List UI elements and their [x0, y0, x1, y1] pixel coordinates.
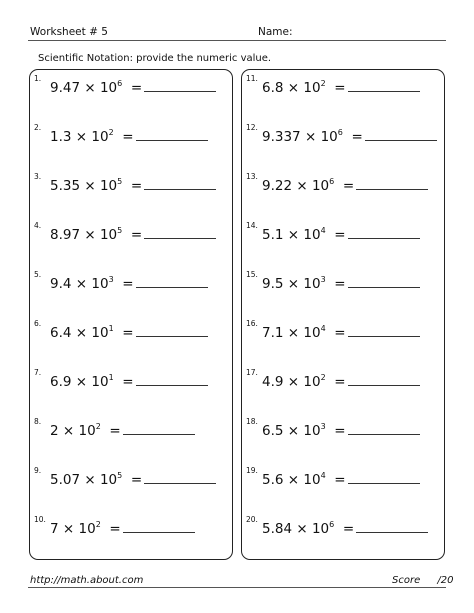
- base: 10: [91, 374, 109, 390]
- problem-expression: [50, 372, 208, 390]
- answer-blank[interactable]: [365, 127, 437, 141]
- answer-blank[interactable]: [348, 421, 420, 435]
- times-symbol: ×: [84, 178, 96, 194]
- base: 10: [78, 423, 96, 439]
- exponent: 6: [329, 520, 335, 529]
- problem-expression: [262, 470, 420, 488]
- problem-expression: [50, 421, 195, 439]
- problem-number: 6.: [34, 319, 42, 328]
- coefficient: 5.1: [262, 227, 284, 243]
- coefficient: 9.5: [262, 276, 284, 292]
- exponent: 2: [320, 79, 326, 88]
- exponent: 2: [320, 373, 326, 382]
- equals-sign: =: [109, 423, 121, 439]
- base: 10: [99, 472, 118, 488]
- problem-expression: [50, 323, 208, 341]
- problem-expression: [262, 421, 420, 439]
- times-symbol: ×: [287, 423, 300, 439]
- answer-blank[interactable]: [348, 78, 420, 92]
- problem-expression: [262, 519, 428, 537]
- problem-number: 18.: [246, 417, 258, 426]
- problem-number: 7.: [34, 368, 42, 377]
- problem-expression: [50, 176, 216, 194]
- exponent: 1: [108, 324, 114, 333]
- problem-expression: [262, 372, 420, 390]
- base: 10: [311, 178, 330, 194]
- problem-expression: [262, 78, 420, 96]
- problem-number: 20.: [246, 515, 258, 524]
- problem-item: [242, 517, 446, 541]
- base: 10: [99, 80, 118, 96]
- problem-item: [30, 76, 234, 100]
- problem-expression: [50, 78, 216, 96]
- problem-item: [242, 419, 446, 443]
- times-symbol: ×: [75, 325, 88, 341]
- times-symbol: ×: [287, 472, 300, 488]
- times-symbol: ×: [287, 374, 300, 390]
- answer-blank[interactable]: [356, 176, 428, 190]
- answer-blank[interactable]: [348, 225, 420, 239]
- equals-sign: =: [130, 80, 143, 96]
- coefficient: 6.4: [50, 325, 72, 341]
- problem-expression: [50, 127, 208, 145]
- answer-blank[interactable]: [136, 323, 208, 337]
- coefficient: 1.3: [50, 129, 72, 145]
- problem-expression: [262, 323, 420, 341]
- exponent: 3: [320, 422, 326, 431]
- base: 10: [99, 227, 118, 243]
- answer-blank[interactable]: [136, 127, 208, 141]
- base: 10: [303, 276, 321, 292]
- equals-sign: =: [334, 423, 346, 439]
- times-symbol: ×: [62, 521, 75, 537]
- coefficient: 7.1: [262, 325, 284, 341]
- problem-number: 16.: [246, 319, 258, 328]
- problem-item: [242, 76, 446, 100]
- footer-divider: [28, 587, 446, 588]
- answer-blank[interactable]: [348, 372, 420, 386]
- times-symbol: ×: [62, 423, 75, 439]
- times-symbol: ×: [84, 80, 96, 96]
- base: 10: [303, 374, 321, 390]
- times-symbol: ×: [296, 178, 308, 194]
- answer-blank[interactable]: [348, 274, 420, 288]
- problem-item: [242, 468, 446, 492]
- header-divider: [28, 40, 446, 41]
- problem-number: 10.: [34, 515, 46, 524]
- problem-item: [242, 272, 446, 296]
- equals-sign: =: [122, 276, 134, 292]
- base: 10: [78, 521, 96, 537]
- exponent: 4: [320, 226, 326, 235]
- problem-number: 13.: [246, 172, 258, 181]
- source-url: http://math.about.com: [30, 575, 144, 586]
- problem-number: 5.: [34, 270, 42, 279]
- base: 10: [303, 472, 321, 488]
- base: 10: [91, 129, 109, 145]
- times-symbol: ×: [75, 374, 88, 390]
- problem-item: [242, 125, 446, 149]
- base: 10: [99, 178, 118, 194]
- equals-sign: =: [342, 521, 355, 537]
- equals-sign: =: [130, 178, 143, 194]
- times-symbol: ×: [84, 472, 96, 488]
- problem-number: 17.: [246, 368, 258, 377]
- problem-number: 3.: [34, 172, 42, 181]
- exponent: 6: [329, 177, 335, 186]
- equals-sign: =: [130, 472, 143, 488]
- base: 10: [303, 227, 321, 243]
- worksheet-title: Worksheet # 5: [30, 26, 108, 38]
- coefficient: 9.47: [50, 80, 81, 96]
- answer-blank[interactable]: [136, 274, 208, 288]
- coefficient: 6.8: [262, 80, 284, 96]
- problem-expression: [50, 519, 195, 537]
- problem-item: [30, 321, 234, 345]
- coefficient: 7: [50, 521, 59, 537]
- problem-item: [30, 272, 234, 296]
- coefficient: 5.84: [262, 521, 293, 537]
- equals-sign: =: [334, 374, 346, 390]
- base: 10: [303, 325, 321, 341]
- times-symbol: ×: [296, 521, 308, 537]
- problem-number: 12.: [246, 123, 258, 132]
- answer-blank[interactable]: [144, 225, 216, 239]
- problem-number: 19.: [246, 466, 258, 475]
- problem-expression: [50, 225, 216, 243]
- answer-blank[interactable]: [123, 519, 195, 533]
- problem-item: [242, 370, 446, 394]
- score-label: Score /20: [392, 575, 454, 586]
- exponent: 4: [320, 471, 326, 480]
- exponent: 3: [320, 275, 326, 284]
- problem-number: 9.: [34, 466, 42, 475]
- times-symbol: ×: [75, 129, 88, 145]
- base: 10: [91, 276, 109, 292]
- exponent: 2: [95, 422, 101, 431]
- exponent: 6: [117, 79, 123, 88]
- problems-panel-right: [241, 69, 445, 560]
- equals-sign: =: [122, 129, 134, 145]
- exponent: 3: [108, 275, 114, 284]
- coefficient: 5.07: [50, 472, 81, 488]
- base: 10: [91, 325, 109, 341]
- exponent: 5: [117, 226, 123, 235]
- exponent: 1: [108, 373, 114, 382]
- problem-item: [242, 174, 446, 198]
- problem-item: [30, 370, 234, 394]
- problem-item: [242, 321, 446, 345]
- name-label: Name:: [258, 26, 293, 38]
- answer-blank[interactable]: [348, 470, 420, 484]
- equals-sign: =: [334, 227, 346, 243]
- equals-sign: =: [130, 227, 143, 243]
- answer-blank[interactable]: [136, 372, 208, 386]
- problem-expression: [262, 225, 420, 243]
- answer-blank[interactable]: [144, 470, 216, 484]
- equals-sign: =: [334, 276, 346, 292]
- answer-blank[interactable]: [356, 519, 428, 533]
- times-symbol: ×: [304, 129, 317, 145]
- exponent: 5: [117, 177, 123, 186]
- times-symbol: ×: [75, 276, 88, 292]
- exponent: 6: [337, 128, 343, 137]
- exponent: 2: [108, 128, 114, 137]
- exponent: 5: [117, 471, 123, 480]
- problem-number: 14.: [246, 221, 258, 230]
- answer-blank[interactable]: [348, 323, 420, 337]
- problem-item: [30, 419, 234, 443]
- equals-sign: =: [109, 521, 121, 537]
- problems-panel-left: [29, 69, 233, 560]
- equals-sign: =: [334, 80, 346, 96]
- problem-number: 8.: [34, 417, 42, 426]
- answer-blank[interactable]: [144, 78, 216, 92]
- exponent: 2: [95, 520, 101, 529]
- problem-number: 2.: [34, 123, 42, 132]
- problem-item: [30, 468, 234, 492]
- exponent: 4: [320, 324, 326, 333]
- answer-blank[interactable]: [144, 176, 216, 190]
- coefficient: 5.6: [262, 472, 284, 488]
- base: 10: [311, 521, 330, 537]
- problem-item: [30, 174, 234, 198]
- problem-number: 1.: [34, 74, 42, 83]
- coefficient: 8.97: [50, 227, 81, 243]
- coefficient: 2: [50, 423, 59, 439]
- problem-item: [30, 517, 234, 541]
- coefficient: 9.337: [262, 129, 301, 145]
- problem-number: 4.: [34, 221, 42, 230]
- times-symbol: ×: [287, 80, 300, 96]
- equals-sign: =: [122, 374, 134, 390]
- base: 10: [320, 129, 338, 145]
- coefficient: 9.4: [50, 276, 72, 292]
- coefficient: 6.9: [50, 374, 72, 390]
- coefficient: 6.5: [262, 423, 284, 439]
- problem-expression: [262, 274, 420, 292]
- equals-sign: =: [334, 325, 346, 341]
- problem-number: 11.: [246, 74, 258, 83]
- problem-expression: [50, 470, 216, 488]
- equals-sign: =: [334, 472, 346, 488]
- equals-sign: =: [122, 325, 134, 341]
- equals-sign: =: [342, 178, 355, 194]
- problem-item: [30, 223, 234, 247]
- base: 10: [303, 80, 321, 96]
- problem-expression: [262, 127, 437, 145]
- coefficient: 5.35: [50, 178, 81, 194]
- equals-sign: =: [351, 129, 363, 145]
- base: 10: [303, 423, 321, 439]
- instructions: Scientific Notation: provide the numeric value.: [38, 53, 272, 64]
- times-symbol: ×: [287, 276, 300, 292]
- answer-blank[interactable]: [123, 421, 195, 435]
- times-symbol: ×: [287, 325, 300, 341]
- times-symbol: ×: [84, 227, 96, 243]
- coefficient: 9.22: [262, 178, 293, 194]
- problem-number: 15.: [246, 270, 258, 279]
- coefficient: 4.9: [262, 374, 284, 390]
- problem-expression: [262, 176, 428, 194]
- problem-expression: [50, 274, 208, 292]
- problem-item: [30, 125, 234, 149]
- times-symbol: ×: [287, 227, 300, 243]
- problem-item: [242, 223, 446, 247]
